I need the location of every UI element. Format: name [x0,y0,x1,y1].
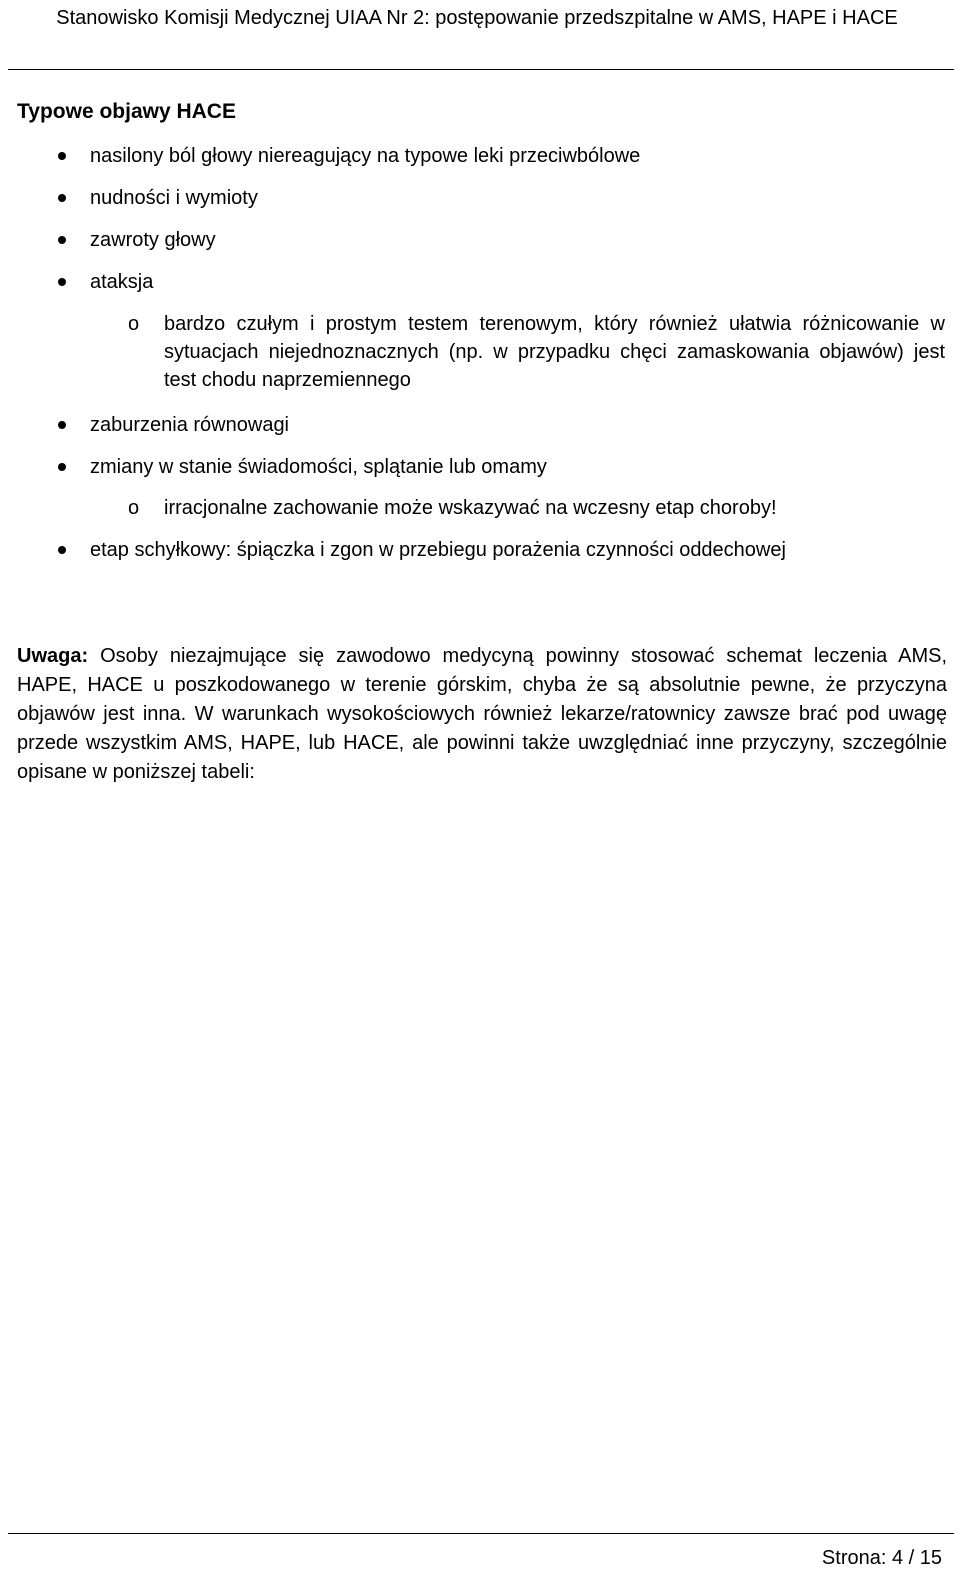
bullet-icon [58,236,66,244]
list-subitem: bardzo czułym i prostym testem terenowym, który również ułatwia różnicowanie w sytuacjach niejednoznacznych (np. w przypadku chęci zamaskowania objawów) jest test chodu naprzemiennego [164,313,945,391]
list-item: ataksja [90,271,154,293]
page-header [0,0,954,37]
list-item: zmiany w stanie świadomości, splątanie lub omamy [90,456,547,478]
note-paragraph [17,642,947,787]
note-text: Osoby niezajmujące się zawodowo medycyną powinny stosować schemat leczenia AMS, HAPE, HACE u poszkodowanego w terenie górskim, chyba że są absolutnie pewne, że przyczyna objawów jest inna. W warunkach wysokościowych również lekarze/ratownicy zawsze brać pod uwagę przede wszystkim AMS, HAPE, lub HACE, ale powinni także uwzględniać inne przyczyny, szczególnie opisane w poniższej tabeli: [17,645,947,783]
bullet-icon [58,546,66,554]
header-divider [8,69,954,70]
page-number: Strona: 4 / 15 [821,1547,942,1569]
sub-bullet-icon: o [128,313,140,335]
footer-divider [8,1533,954,1534]
bullet-icon [58,152,66,160]
bullet-icon [58,194,66,202]
list-item: etap schyłkowy: śpiączka i zgon w przebiegu porażenia czynności oddechowej [90,539,786,561]
note-label: Uwaga: [17,645,89,667]
bullet-icon [58,463,66,471]
bullet-icon [58,278,66,286]
header-title: Stanowisko Komisji Medycznej UIAA Nr 2: postępowanie przedszpitalne w AMS, HAPE i HACE [56,7,898,29]
list-item: zaburzenia równowagi [90,414,290,436]
list-item: nudności i wymioty [90,187,258,209]
list-subitem: irracjonalne zachowanie może wskazywać na wczesny etap choroby! [164,497,777,519]
list-item: nasilony ból głowy niereagujący na typowe leki przeciwbólowe [90,145,641,167]
bullet-icon [58,421,66,429]
section-title: Typowe objawy HACE [17,100,236,123]
list-item: zawroty głowy [90,229,216,251]
sub-bullet-icon: o [128,497,140,519]
